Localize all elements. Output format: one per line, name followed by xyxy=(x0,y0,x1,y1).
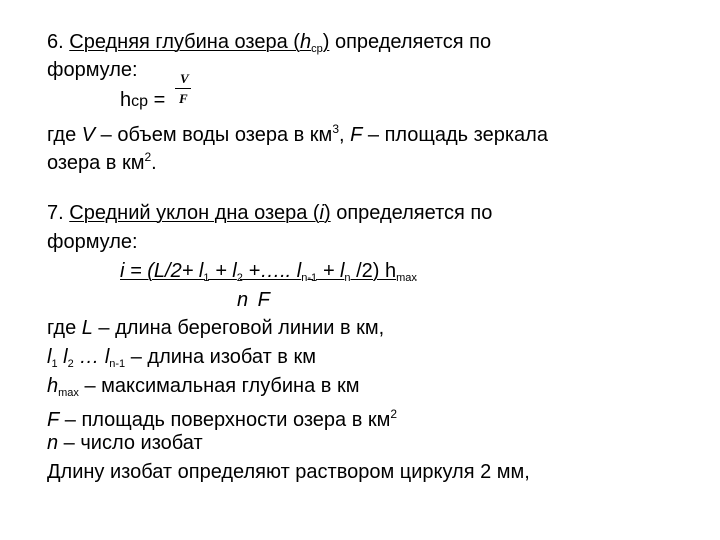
formula-6-numerator: V xyxy=(180,71,189,86)
formula-6-lhs: hср = xyxy=(120,89,166,111)
definition-hmax: $h_{max}$ – максимальная глубина в км xyxy=(47,375,360,399)
definition-L: где L – длина береговой линии в км, xyxy=(47,317,385,339)
formula-7-numerator: $i = (L/2+ l_1 + l_2$ +….. $l_{n-1} + l_n$ /2) $h_{max}$ xyxy=(120,260,417,284)
item-6-title: Средняя глубина озера $(h_{ср})$ xyxy=(69,31,330,55)
definition-F: F – площадь поверхности озера в $км^2$ xyxy=(47,407,398,431)
definition-l: $l_1$ $l_2$ … $l_{n-1}$ – длина изобат в км xyxy=(47,346,316,370)
formula-6-fraction-bar xyxy=(175,88,191,89)
formula-6-denominator: F xyxy=(179,91,188,106)
item-number: 7. xyxy=(47,202,64,224)
definition-n: n – число изобат xyxy=(47,432,203,454)
item-7-line2: формуле: xyxy=(47,231,138,253)
item-6-title-rest: определяется по xyxy=(329,31,492,53)
formula-7-denominator: n F xyxy=(237,289,272,311)
item-6-line2: формуле: xyxy=(47,59,138,81)
item-6-where: где V – объем воды озера в $км^3$, F – площадь зеркала xyxy=(47,122,548,146)
item-7-title: Средний уклон дна озера (i) xyxy=(69,202,331,224)
item-6-heading xyxy=(47,30,491,61)
closing-line: Длину изобат определяют раствором циркуля 2 мм, xyxy=(47,461,530,483)
item-6-line5: озера в $км^2$. xyxy=(47,150,157,174)
item-7-title-rest: определяется по xyxy=(330,202,493,224)
item-7-heading xyxy=(47,201,492,225)
item-number: 6. xyxy=(47,31,64,53)
